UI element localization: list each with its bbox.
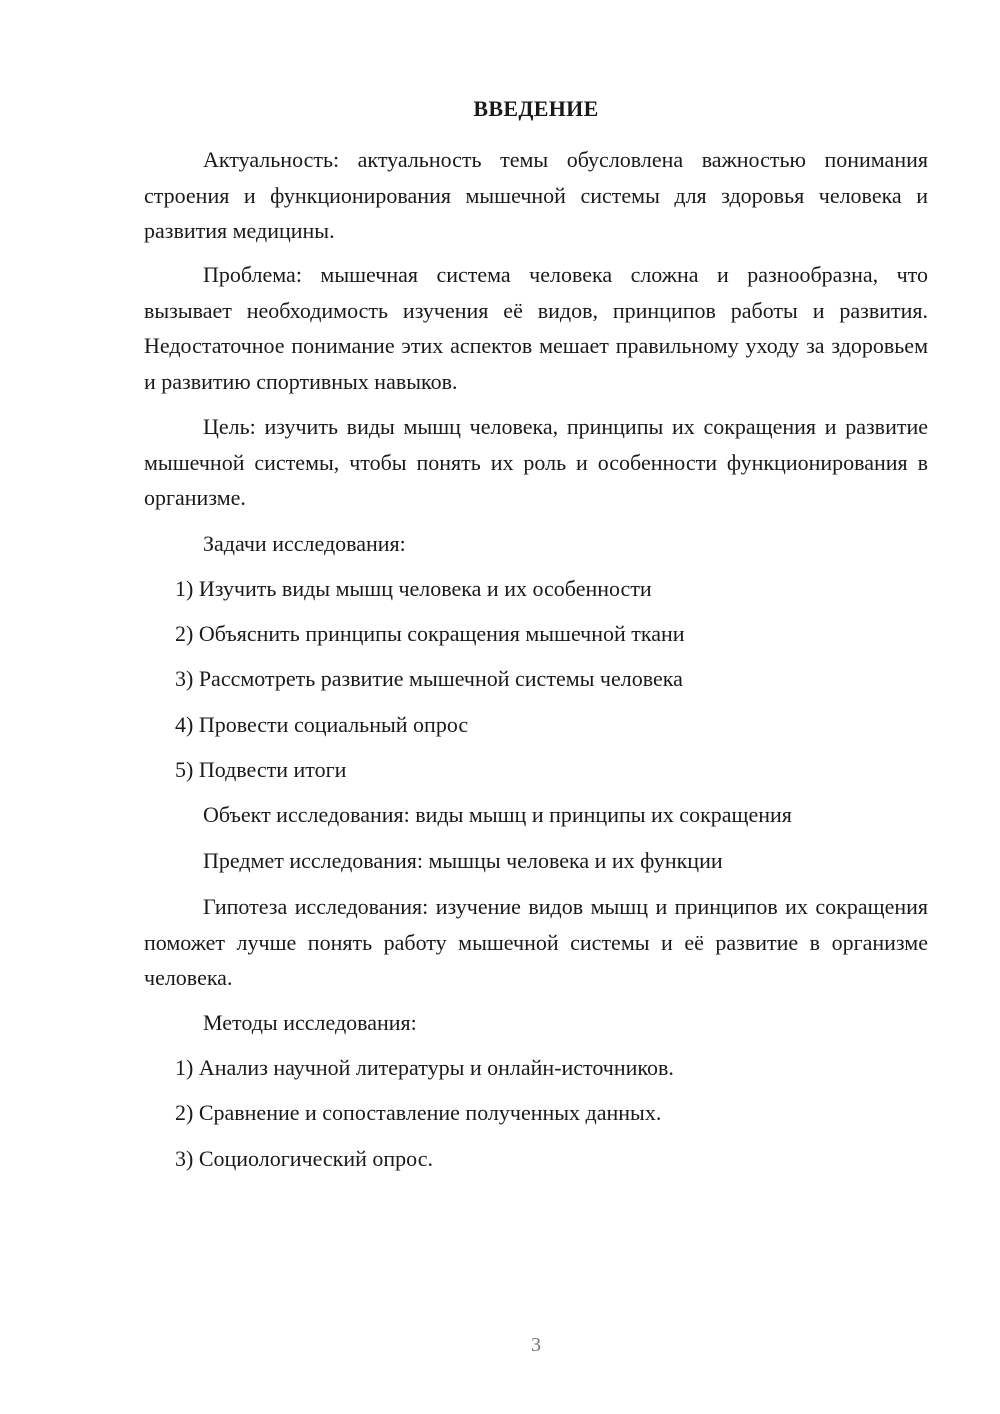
methods-title: Методы исследования: (203, 1010, 417, 1035)
task-item-5: 5) Подвести итоги (175, 757, 347, 782)
method-item-2: 2) Сравнение и сопоставление полученных данных. (175, 1100, 662, 1125)
tasks-title: Задачи исследования: (203, 531, 406, 556)
method-item-1: 1) Анализ научной литературы и онлайн-источников. (175, 1055, 674, 1080)
page-number: 3 (531, 1334, 541, 1356)
task-item-3: 3) Рассмотреть развитие мышечной системы человека (175, 666, 683, 691)
research-object: Объект исследования: виды мышц и принципы их сокращения (203, 802, 792, 827)
task-item-4: 4) Провести социальный опрос (175, 712, 469, 737)
task-item-1: 1) Изучить виды мышц человека и их особенности (175, 576, 652, 601)
page-title: ВВЕДЕНИЕ (473, 96, 599, 121)
paragraph-relevance: Актуальность: актуальность темы обусловлена важностью понимания строения и функционирования мышечной системы для здоровья человека и развития медицины. (144, 147, 928, 243)
task-item-2: 2) Объяснить принципы сокращения мышечной ткани (175, 621, 685, 646)
paragraph-goal: Цель: изучить виды мышц человека, принципы их сокращения и развитие мышечной системы, чтобы понять их роль и особенности функционирования в организме. (144, 414, 928, 510)
method-item-3: 3) Социологический опрос. (175, 1146, 433, 1171)
paragraph-hypothesis: Гипотеза исследования: изучение видов мышц и принципов их сокращения поможет лучше понять работу мышечной системы и её развитие в организме человека. (144, 894, 928, 990)
research-subject: Предмет исследования: мышцы человека и их функции (203, 848, 723, 873)
paragraph-problem: Проблема: мышечная система человека сложна и разнообразна, что вызывает необходимость изучения её видов, принципов работы и развития. Недостаточное понимание этих аспектов мешает правильному уходу за здоровьем и развитию спортивных навыков. (144, 262, 928, 394)
